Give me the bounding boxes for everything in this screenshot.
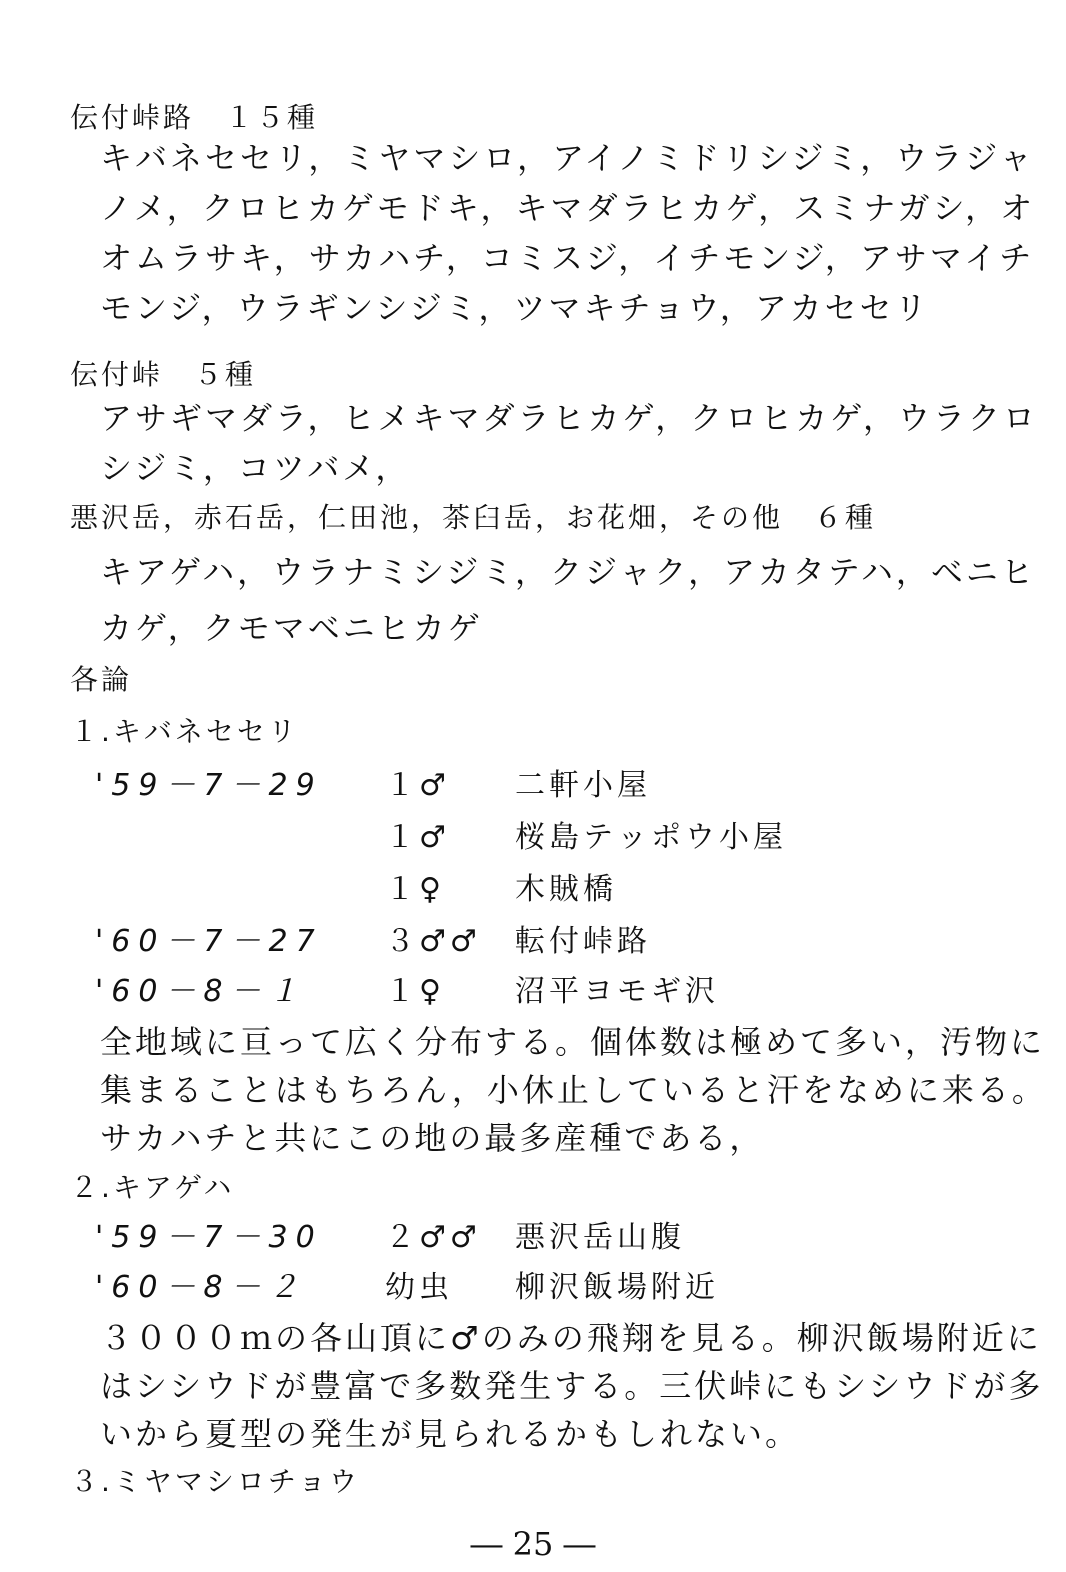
record-date: '59－7－30 (95, 1220, 323, 1255)
page-number: ― 25 ― (470, 1525, 596, 1563)
record-date: '60－7－27 (95, 924, 323, 959)
species-heading-kiageha: ２.キアゲハ (70, 1171, 235, 1204)
species-note-line: ３０００ｍの各山頂に♂のみの飛翔を見る。柳沢飯場附近に (100, 1319, 1042, 1357)
record-place: 柳沢飯場附近 (515, 1270, 719, 1305)
species-list-line: カゲ，クモマベニヒカゲ (100, 609, 483, 647)
kakuron-heading: 各論 (70, 663, 133, 696)
species-list-line: シジミ，コツバメ， (100, 449, 411, 487)
record-place: 二軒小屋 (515, 768, 651, 803)
species-note-line: サカハチと共にこの地の最多産種である， (100, 1119, 765, 1157)
record-count: １♀ (385, 872, 445, 907)
species-list-line: ノメ，クロヒカゲモドキ，キマダラヒカゲ，スミナガシ，オ (100, 189, 1036, 227)
species-list-line: モンジ，ウラギンシジミ，ツマキチョウ，アカセセリ (100, 289, 930, 327)
record-date: '60－8－１ (95, 974, 307, 1009)
record-date: '60－8－２ (95, 1270, 307, 1305)
record-place: 悪沢岳山腹 (515, 1220, 685, 1255)
record-count: ３♂♂ (385, 924, 481, 959)
species-list-line: オムラサキ，サカハチ，コミスジ，イチモンジ，アサマイチ (100, 239, 1035, 277)
species-note-line: 全地域に亘って広く分布する。個体数は極めて多い，汚物に (100, 1023, 1046, 1061)
record-count: 幼虫 (385, 1270, 453, 1305)
species-list-line: キバネセセリ，ミヤマシロ，アイノミドリシジミ，ウラジャ (100, 139, 1035, 177)
species-note-line: いから夏型の発生が見られるかもしれない。 (100, 1415, 801, 1453)
species-note-line: はシシウドが豊富で多数発生する。三伏峠にもシシウドが多 (100, 1367, 1044, 1405)
record-count: １♂ (385, 820, 450, 855)
species-list-line: アサギマダラ，ヒメキマダラヒカゲ，クロヒカゲ，ウラクロ (100, 399, 1038, 437)
section-heading-warusawa-area: 悪沢岳，赤石岳，仁田池，茶臼岳，お花畑，その他 ６種 (70, 501, 877, 534)
species-note-line: 集まることはもちろん，小休止していると汗をなめに来る。 (100, 1071, 1047, 1109)
species-list-line: キアゲハ，ウラナミシジミ，クジャク，アカタテハ，ベニヒ (100, 553, 1036, 591)
record-count: １♂ (385, 768, 450, 803)
record-place: 木賊橋 (515, 872, 617, 907)
record-date: '59－7－29 (95, 768, 323, 803)
species-heading-kibaneseseri: １.キバネセセリ (70, 715, 299, 748)
section-heading-dentsuke-pass-route: 伝付峠路 １５種 (70, 101, 319, 134)
record-count: ２♂♂ (385, 1220, 481, 1255)
record-count: １♀ (385, 974, 445, 1009)
record-place: 転付峠路 (515, 924, 651, 959)
section-heading-dentsuke-pass: 伝付峠 ５種 (70, 358, 257, 391)
record-place: 沼平ヨモギ沢 (515, 974, 719, 1009)
record-place: 桜島テッポウ小屋 (515, 820, 787, 855)
species-heading-miyamashirochou: ３.ミヤマシロチョウ (70, 1465, 361, 1498)
